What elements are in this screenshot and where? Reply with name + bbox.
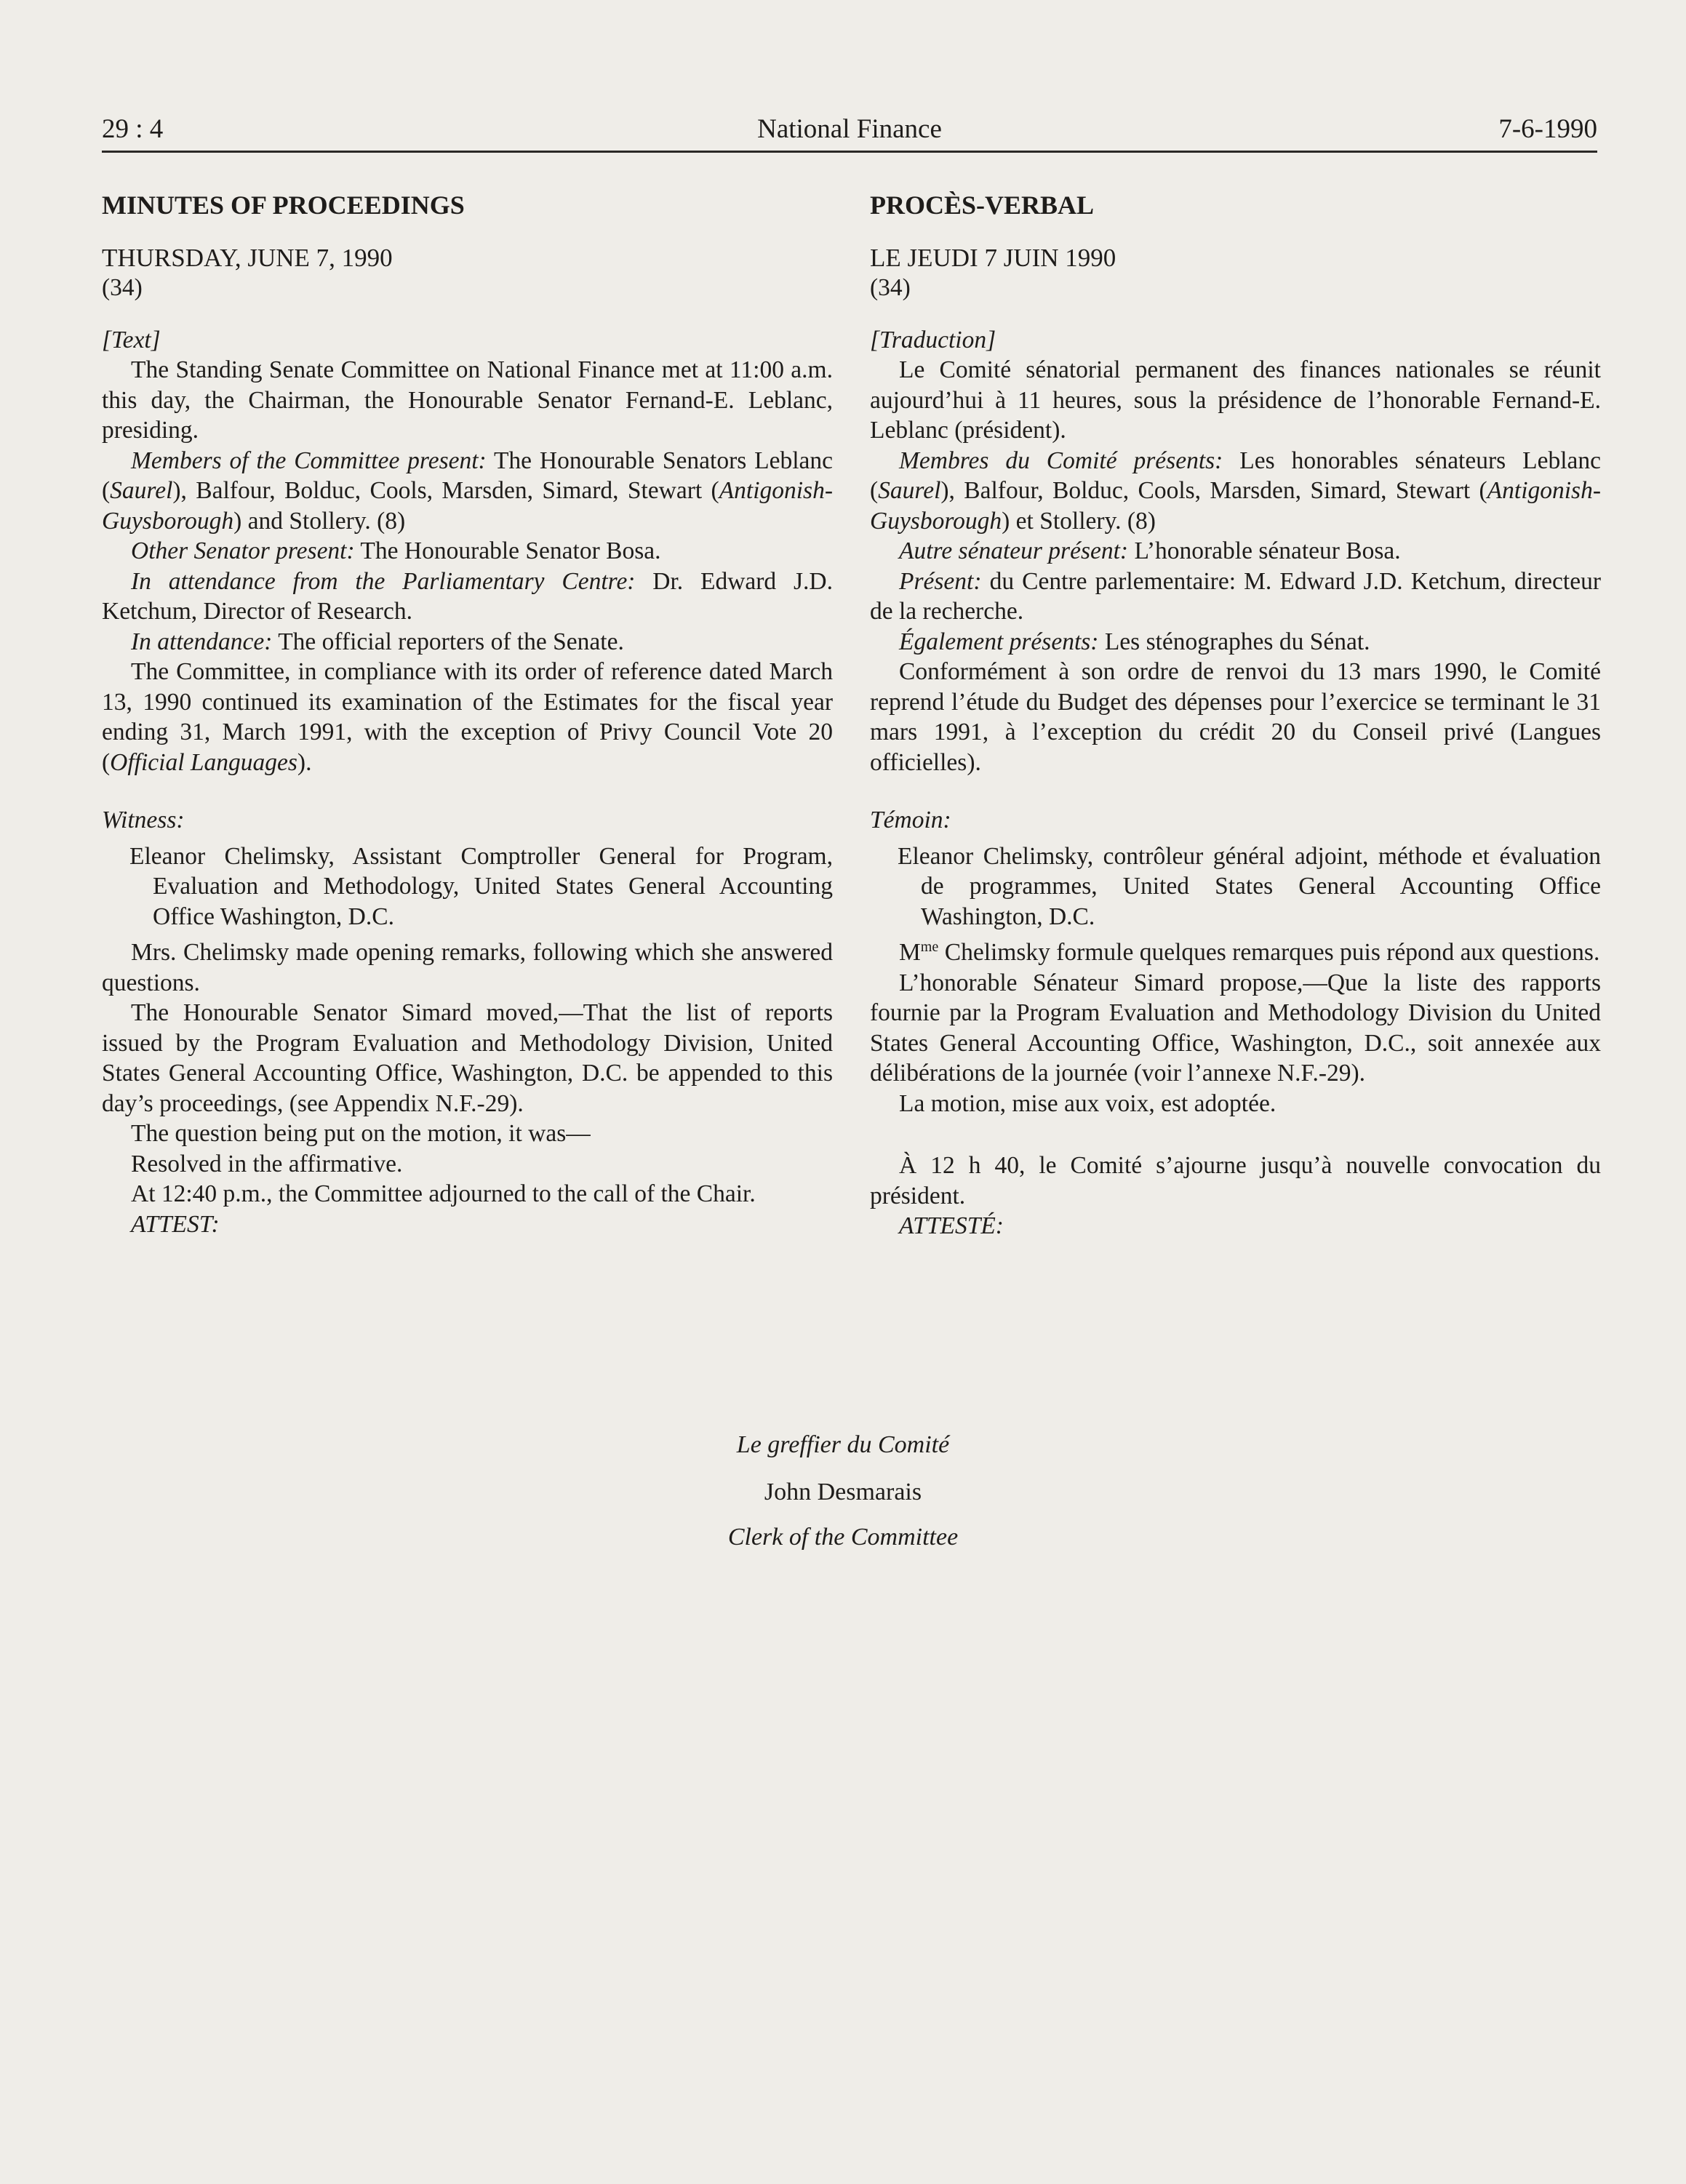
remarks-paragraph: Mrs. Chelimsky made opening remarks, following which she answered questions. <box>102 939 833 996</box>
attest-label-fr: ATTESTÉ: <box>899 1212 1004 1239</box>
clerk-title-fr: Le greffier du Comité <box>736 1431 950 1458</box>
opening-paragraph: The Standing Senate Committee on National Finance met at 11:00 a.m. this day, the Chairman, the Honourable Senator Fernand-E. Leblanc, presiding. <box>102 356 833 444</box>
text-tag: [Text] <box>102 326 161 353</box>
header-rule <box>102 151 1597 153</box>
opening-paragraph-fr: Le Comité sénatorial permanent des finances nationales se réunit aujourd’hui à 11 heures, sous la présidence de l’honorable Fernand-E. Leblanc (président). <box>870 356 1601 444</box>
order-of-reference: The Committee, in compliance with its order of reference dated March 13, 1990 continued its examination of the Estimates for the fiscal year ending 31, March 1991, with the exception of Privy Council Vote 20 (Official Languages). <box>102 658 833 776</box>
header-date: 7-6-1990 <box>1498 114 1597 144</box>
motion-paragraph-fr: L’honorable Sénateur Simard propose,—Que la liste des rapports fournie par la Program Evaluation and Methodology Division du United States General Accounting Office, Washington, D.C., soit annexée aux délibérations de la journée (voir l’annexe N.F.-29). <box>870 969 1601 1087</box>
attest-label: ATTEST: <box>131 1210 220 1238</box>
remarks-paragraph-fr: $M^{me}$ Chelimsky formule quelques remarques puis répond aux questions. <box>899 938 1600 966</box>
meeting-number-fr: (34) <box>870 274 911 301</box>
other-senator: Other Senator present: The Honourable Senator Bosa. <box>131 537 661 564</box>
parliamentary-centre: In attendance from the Parliamentary Centre: Dr. Edward J.D. Ketchum, Director of Research. <box>102 567 833 625</box>
adjournment-paragraph: At 12:40 p.m., the Committee adjourned to the call of the Chair. <box>131 1180 756 1207</box>
question-paragraph: The question being put on the motion, it was— <box>131 1120 591 1147</box>
motion-paragraph: The Honourable Senator Simard moved,—That the list of reports issued by the Program Evaluation and Methodology Division, United States General Accounting Office, Washington, D.C. be appended to this day’s proceedings, (see Appendix N.F.-29). <box>102 999 833 1117</box>
witness-label-fr: Témoin: <box>870 807 951 833</box>
translation-tag: [Traduction] <box>870 326 996 353</box>
proces-verbal-heading: PROCÈS-VERBAL <box>870 191 1095 220</box>
clerk-title-en: Clerk of the Committee <box>727 1524 959 1551</box>
in-attendance-fr: Également présents: Les sténographes du Sénat. <box>899 628 1370 655</box>
running-header <box>102 113 1597 150</box>
witness-label: Witness: <box>102 807 185 833</box>
publication-title: National Finance <box>757 114 942 144</box>
meeting-date: THURSDAY, JUNE 7, 1990 <box>102 243 393 272</box>
witness-entry-fr: Eleanor Chelimsky, contrôleur général adjoint, méthode et évaluation de programmes, United States General Accounting Office Washington, D.C. <box>898 842 1601 930</box>
adjournment-paragraph-fr: À 12 h 40, le Comité s’ajourne jusqu’à nouvelle convocation du président. <box>870 1152 1601 1209</box>
order-of-reference-fr: Conformément à son ordre de renvoi du 13 mars 1990, le Comité reprend l’étude du Budget des dépenses pour l’exercice se terminant le 31 mars 1991, à l’exception du crédit 20 du Conseil privé (Langues officielles). <box>870 658 1601 776</box>
french-column <box>870 191 1601 1241</box>
adopted-paragraph-fr: La motion, mise aux voix, est adoptée. <box>899 1089 1277 1117</box>
other-senator-fr: Autre sénateur présent: L’honorable sénateur Bosa. <box>899 537 1401 564</box>
members-present-fr: Membres du Comité présents: Les honorables sénateurs Leblanc (Saurel), Balfour, Bolduc, Cools, Marsden, Simard, Stewart (Antigonish-Guysborough) et Stollery. (8) <box>870 447 1601 535</box>
meeting-number: (34) <box>102 274 143 301</box>
page-number: 29 : 4 <box>102 114 164 144</box>
members-present: Members of the Committee present: The Honourable Senators Leblanc (Saurel), Balfour, Bolduc, Cools, Marsden, Simard, Stewart (Antigonish-Guysborough) and Stollery. (8) <box>102 447 833 535</box>
minutes-heading: MINUTES OF PROCEEDINGS <box>102 191 465 220</box>
english-column <box>102 191 833 1239</box>
resolved-paragraph: Resolved in the affirmative. <box>131 1150 403 1177</box>
meeting-date-fr: LE JEUDI 7 JUIN 1990 <box>870 243 1116 272</box>
in-attendance: In attendance: The official reporters of the Senate. <box>131 628 624 655</box>
witness-entry: Eleanor Chelimsky, Assistant Comptroller General for Program, Evaluation and Methodology, United States General Accounting Office Washington, D.C. <box>129 842 833 930</box>
parliamentary-centre-fr: Présent: du Centre parlementaire: M. Edward J.D. Ketchum, directeur de la recherche. <box>870 567 1601 625</box>
clerk-name: John Desmarais <box>764 1479 922 1505</box>
